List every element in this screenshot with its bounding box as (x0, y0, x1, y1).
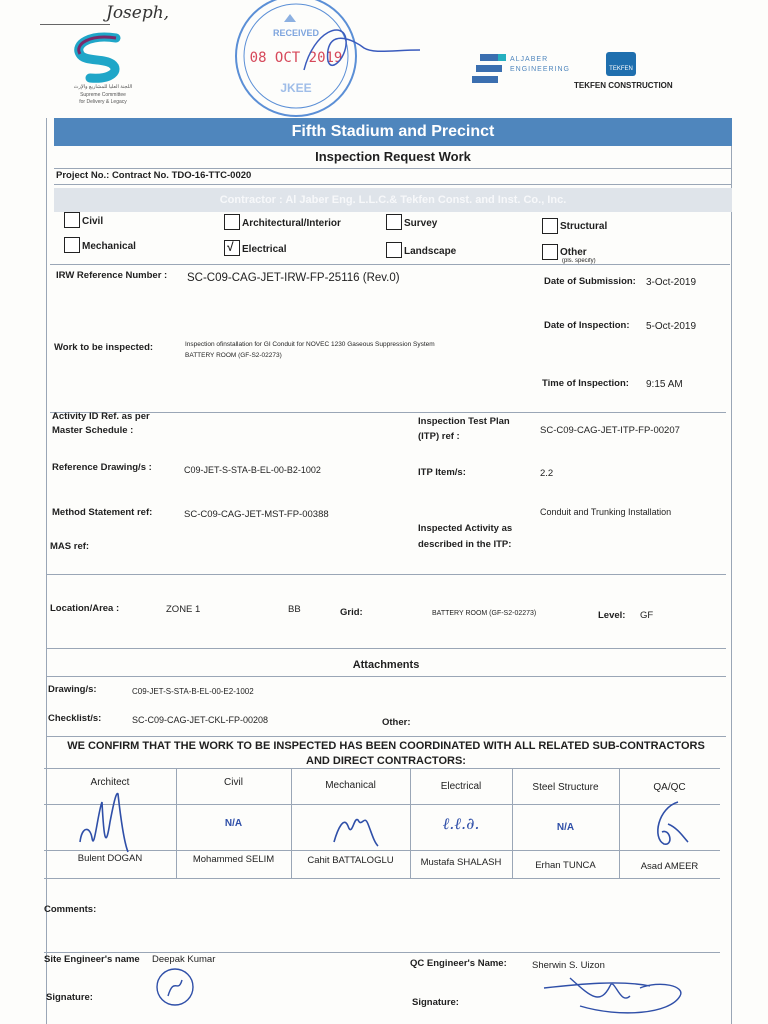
checklist-label: Checklist/s: (48, 713, 102, 724)
bb-value: BB (288, 604, 301, 615)
qc-engineer-signature (540, 966, 690, 1022)
name-steel: Erhan TUNCA (535, 860, 596, 871)
mechanical-signature (330, 808, 380, 848)
discipline-label: Other (560, 247, 587, 258)
level-value: GF (640, 610, 654, 621)
project-number: Project No.: Contract No. TDO-16-TTC-0020 (56, 170, 252, 181)
itp-item-value: 2.2 (540, 468, 554, 479)
sign-steel: N/A (556, 822, 575, 833)
tekfen-logo (572, 52, 682, 92)
itp-label-1: Inspection Test Plan (418, 416, 510, 427)
site-signature-label: Signature: (46, 992, 93, 1003)
confirm-line-1: WE CONFIRM THAT THE WORK TO BE INSPECTED HAS BEEN COORDINATED WITH ALL RELATED SUB-CONTRACTORS (67, 740, 705, 752)
name-civil: Mohammed SELIM (192, 854, 275, 865)
sign-civil: N/A (224, 818, 243, 829)
other-label: Other: (382, 717, 411, 728)
reference-drawing-label: Reference Drawing/s : (52, 462, 152, 473)
itp-label-2: (ITP) ref : (418, 431, 460, 442)
qc-engineer-label: QC Engineer's Name: (410, 958, 507, 969)
activity-label-2: Master Schedule : (52, 425, 134, 436)
mas-ref-label: MAS ref: (50, 541, 90, 552)
checkbox-survey[interactable] (386, 214, 402, 230)
stamp-date: 08 OCT 2019 (249, 50, 343, 66)
aljaber-logo (470, 52, 580, 92)
ink-stroke (40, 24, 110, 25)
contractor-bar (54, 188, 732, 212)
inspected-activity-label-1: Inspected Activity as (418, 523, 513, 534)
tekfen-badge-text: TEKFEN (609, 66, 633, 72)
sign-electrical: ℓ.ℓ.∂. (442, 814, 480, 833)
confirm-line-2: AND DIRECT CONTRACTORS: (306, 755, 466, 767)
role-qaqc: QA/QC (653, 782, 686, 793)
checkbox-mechanical[interactable] (64, 237, 80, 253)
contractor-text: Contractor : Al Jaber Eng. L.L.C.& Tekfen Const. and Inst. Co., Inc. (219, 194, 567, 206)
drawings-label: Drawing/s: (48, 684, 97, 695)
reference-drawing-value: C09-JET-S-STA-B-EL-00-B2-1002 (184, 465, 321, 475)
checkbox-architectural[interactable] (224, 214, 240, 230)
role-electrical: Electrical (440, 781, 482, 792)
architect-signature (72, 782, 142, 854)
role-steel: Steel Structure (532, 782, 599, 793)
location-label: Location/Area : (50, 603, 120, 614)
comments-label: Comments: (44, 904, 97, 915)
attachments-heading: Attachments (352, 659, 420, 671)
name-qaqc: Asad AMEER (640, 861, 699, 872)
form-title-bar (54, 118, 732, 146)
checklist-value: SC-C09-CAG-JET-CKL-FP-00208 (132, 715, 269, 725)
role-civil: Civil (224, 777, 243, 788)
tekfen-badge (606, 52, 636, 76)
handwritten-note: Joseph, (106, 3, 170, 23)
inspection-date-value: 5-Oct-2019 (646, 321, 697, 332)
irw-ref-value: SC-C09-CAG-JET-IRW-FP-25116 (Rev.0) (187, 272, 400, 284)
tekfen-caption: TEKFEN CONSTRUCTION (574, 81, 673, 90)
irw-ref-label: IRW Reference Number : (56, 270, 168, 281)
work-description-2: BATTERY ROOM (GF-S2-02273) (185, 352, 282, 359)
sign-table (44, 768, 720, 878)
inspected-activity-label-2: described in the ITP: (418, 539, 512, 550)
grid-value: BATTERY ROOM (GF-S2-02273) (432, 610, 537, 617)
discipline-label: Structural (560, 221, 608, 232)
qaqc-signature (648, 798, 692, 848)
discipline-label: Landscape (404, 246, 457, 257)
drawings-value: C09-JET-S-STA-B-EL-00-E2-1002 (132, 687, 254, 696)
stamp-signature (284, 10, 424, 90)
role-mechanical: Mechanical (325, 780, 376, 791)
logo-arabic-text: اللجنة العليا للمشاريع والإرث (73, 84, 133, 90)
checkbox-electrical[interactable] (224, 240, 240, 256)
aljaber-text-2: ENGINEERING (510, 66, 571, 73)
name-electrical: Mustafa SHALASH (420, 857, 502, 868)
form-subtitle: Inspection Request Work (315, 149, 471, 164)
activity-label-1: Activity ID Ref. as per (52, 411, 150, 422)
time-label: Time of Inspection: (542, 378, 629, 389)
received-stamp (224, 0, 374, 118)
level-label: Level: (598, 610, 626, 621)
discipline-label: Mechanical (82, 241, 136, 252)
method-statement-value: SC-C09-CAG-JET-MST-FP-00388 (184, 509, 329, 520)
logo-text-line1: Supreme Committee (80, 92, 126, 98)
checkbox-landscape[interactable] (386, 242, 402, 258)
discipline-label: Civil (82, 216, 104, 227)
aljaber-text-1: ALJABER (510, 56, 549, 63)
activity-description-value: Conduit and Trunking Installation (540, 507, 672, 517)
check-mark: √ (227, 240, 234, 254)
discipline-label: Survey (404, 218, 438, 229)
form-title: Fifth Stadium and Precinct (291, 123, 495, 140)
work-label: Work to be inspected: (54, 342, 154, 353)
stamp-top-text: RECEIVED (272, 28, 319, 38)
discipline-label: Architectural/Interior (242, 218, 341, 229)
qc-engineer-name: Sherwin S. Uizon (532, 960, 605, 971)
site-engineer-label: Site Engineer's name (44, 954, 140, 965)
itp-value: SC-C09-CAG-JET-ITP-FP-00207 (540, 425, 680, 436)
checkbox-other[interactable] (542, 244, 558, 260)
name-mechanical: Cahit BATTALOGLU (307, 855, 394, 866)
name-architect: Bulent DOGAN (77, 853, 143, 864)
work-description-1: Inspection ofinstallation for GI Conduit for NOVEC 1230 Gaseous Suppression System (185, 341, 435, 348)
time-value: 9:15 AM (646, 379, 683, 390)
itp-item-label: ITP Item/s: (418, 467, 466, 478)
submission-label: Date of Submission: (544, 276, 636, 287)
logo-text-line2: for Delivery & Legacy (79, 99, 127, 105)
other-note: (pls. specify) (562, 258, 596, 264)
qc-signature-label: Signature: (412, 997, 459, 1008)
submission-value: 3-Oct-2019 (646, 277, 697, 288)
discipline-label: Electrical (242, 244, 287, 255)
role-architect: Architect (90, 777, 130, 788)
site-engineer-signature (152, 966, 198, 1008)
grid-label: Grid: (340, 607, 363, 618)
stamp-bottom-text: JKEE (280, 81, 312, 95)
method-statement-label: Method Statement ref: (52, 507, 153, 518)
supreme-committee-logo (68, 32, 138, 110)
checkbox-structural[interactable] (542, 218, 558, 234)
zone-value: ZONE 1 (166, 604, 201, 615)
checkbox-civil[interactable] (64, 212, 80, 228)
site-engineer-name: Deepak Kumar (152, 954, 216, 965)
inspection-date-label: Date of Inspection: (544, 320, 630, 331)
